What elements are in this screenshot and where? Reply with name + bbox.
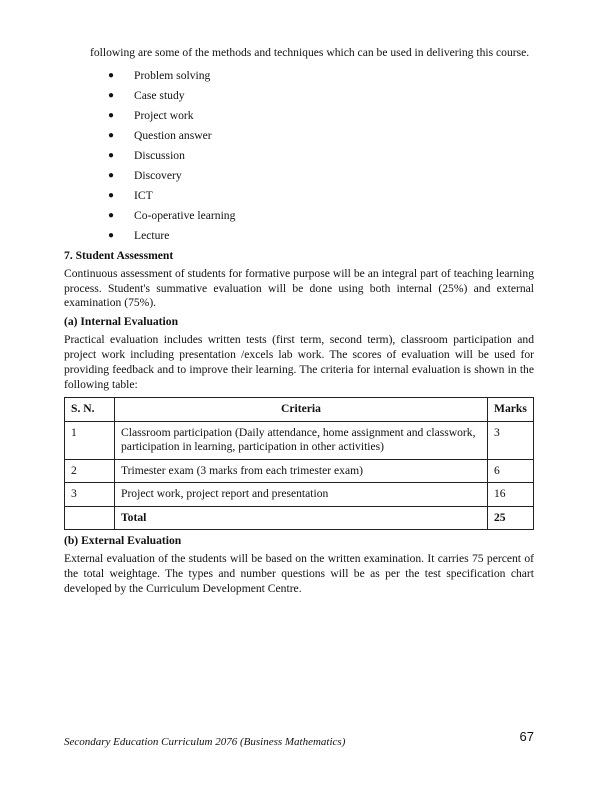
section-heading-student-assessment: 7. Student Assessment (64, 248, 174, 262)
page-number: 67 (519, 729, 534, 744)
table-row (65, 483, 534, 507)
document-page (64, 46, 534, 597)
section-heading-external-evaluation: (b) External Evaluation (64, 534, 182, 548)
column-header-marks: Marks (488, 398, 534, 422)
total-marks: 25 (488, 506, 534, 530)
list-item: ● ICT (108, 186, 534, 206)
cell-sn: 1 (65, 421, 115, 459)
cell-marks: 16 (488, 483, 534, 507)
internal-evaluation-table (64, 397, 534, 530)
list-item: ● Discovery (108, 166, 534, 186)
total-label: Total (115, 506, 488, 530)
table-header-row (65, 398, 534, 422)
list-item: ● Lecture (108, 226, 534, 246)
student-assessment-paragraph: Continuous assessment of students for formative purpose will be an integral part of teaching learning process. Student's summative evaluation will be done using both internal (25%) and external examination (75%). (64, 266, 534, 310)
bullet-icon: ● (108, 109, 115, 121)
list-item: ● Project work (108, 106, 534, 126)
external-evaluation-paragraph: External evaluation of the students will be based on the written examination. It carries 75 percent of the total weightage. The types and number questions will be as per the test specification chart developed by the Curriculum Development Centre. (64, 552, 534, 595)
cell-criteria: Classroom participation (Daily attendance, home assignment and classwork, participation in learning, participation in other activities) (115, 421, 488, 459)
internal-evaluation-paragraph: Practical evaluation includes written tests (first term, second term), classroom participation and project work including presentation /excels lab work. The scores of evaluation will be used for providing feedback and to improve their learning. The criteria for internal evaluation is shown in the following table: (64, 333, 534, 391)
column-header-criteria: Criteria (115, 398, 488, 422)
cell-marks: 6 (488, 459, 534, 483)
cell-marks: 3 (488, 421, 534, 459)
list-item: ● Case study (108, 86, 534, 106)
bullet-icon: ● (108, 169, 115, 181)
methods-list (64, 66, 534, 246)
bullet-icon: ● (108, 189, 115, 201)
table-row (65, 421, 534, 459)
list-item: ● Discussion (108, 146, 534, 166)
bullet-icon: ● (108, 89, 115, 101)
intro-paragraph: following are some of the methods and techniques which can be used in delivering this course. (90, 46, 530, 59)
list-item: ● Problem solving (108, 66, 534, 86)
cell-sn: 2 (65, 459, 115, 483)
table-total-row (65, 506, 534, 530)
bullet-icon: ● (108, 129, 115, 141)
list-item: ● Question answer (108, 126, 534, 146)
bullet-icon: ● (108, 209, 115, 221)
page-footer (64, 729, 534, 750)
cell-sn-empty (65, 506, 115, 530)
bullet-icon: ● (108, 149, 115, 161)
column-header-sn: S. N. (65, 398, 115, 422)
table-row (65, 459, 534, 483)
bullet-icon: ● (108, 69, 115, 81)
footer-title: Secondary Education Curriculum 2076 (Business Mathematics) (64, 736, 346, 748)
cell-criteria: Project work, project report and presentation (115, 483, 488, 507)
list-item: ● Co-operative learning (108, 206, 534, 226)
section-heading-internal-evaluation: (a) Internal Evaluation (64, 315, 179, 329)
cell-sn: 3 (65, 483, 115, 507)
bullet-icon: ● (108, 229, 115, 241)
cell-criteria: Trimester exam (3 marks from each trimester exam) (115, 459, 488, 483)
